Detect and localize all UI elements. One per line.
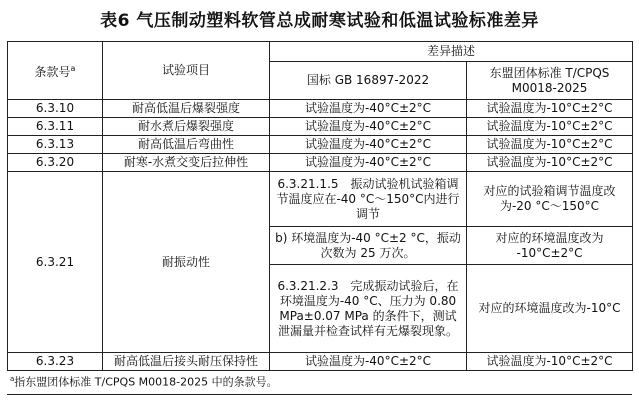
header-gb-std: 国标 GB 16897-2022: [270, 62, 467, 100]
table-footnote: [7, 373, 632, 395]
item-cell: 耐寒-水煮交变后拉伸性: [103, 154, 270, 172]
gb-cell: 试验温度为-40°C±2°C: [270, 154, 467, 172]
cpqs-cell: 试验温度为-10°C±2°C: [467, 118, 633, 136]
item-cell: 耐振动性: [103, 172, 270, 353]
cpqs-cell: 试验温度为-10°C±2°C: [467, 353, 633, 371]
clause-cell: 6.3.20: [8, 154, 103, 172]
gb-cell: 试验温度为-40°C±2°C: [270, 353, 467, 371]
clause-cell: 6.3.23: [8, 353, 103, 371]
footnote-text: 指东盟团体标准 T/CPQS M0018-2025 中的条款号。: [14, 375, 278, 389]
table-row: [8, 118, 633, 136]
item-cell: 耐高低温后接头耐压保持性: [103, 353, 270, 371]
cpqs-cell: 对应的环境温度改为 -10°C±2°C: [467, 227, 633, 265]
comparison-table: [7, 41, 633, 371]
table-row: [8, 154, 633, 172]
gb-cell: 6.3.21.1.5 振动试验机试验箱调节温度应在-40 °C～150°C内进行调节: [270, 172, 467, 227]
cpqs-cell: 对应的环境温度改为-10°C: [467, 265, 633, 353]
gb-cell: 试验温度为-40°C±2°C: [270, 136, 467, 154]
clause-cell: 6.3.11: [8, 118, 103, 136]
table-row: [8, 136, 633, 154]
clause-cell: 6.3.10: [8, 100, 103, 118]
header-test-item: 试验项目: [103, 42, 270, 100]
item-cell: 耐高低温后弯曲性: [103, 136, 270, 154]
gb-cell: 6.3.21.2.3 完成振动试验后，在环境温度为-40 °C、压力为 0.80 MPa±0.07 MPa 的条件下，测试泄漏量并检查试样有无爆裂现象。: [270, 265, 467, 353]
table-row: [8, 172, 633, 227]
header-clause-sup: a: [70, 64, 76, 73]
gb-cell: 试验温度为-40°C±2°C: [270, 100, 467, 118]
clause-cell: 6.3.13: [8, 136, 103, 154]
gb-cell: 试验温度为-40°C±2°C: [270, 118, 467, 136]
cpqs-cell: 试验温度为-10°C±2°C: [467, 154, 633, 172]
table-row: [8, 353, 633, 371]
header-clause-no: 条款号$^a$: [8, 42, 103, 100]
header-cpqs-std: 东盟团体标准 T/CPQS M0018-2025: [467, 62, 633, 100]
gb-cell: b) 环境温度为-40 °C±2 °C，振动次数为 25 万次。: [270, 227, 467, 265]
cpqs-cell: 对应的试验箱调节温度改为-20 °C～150°C: [467, 172, 633, 227]
footnote-marker: a: [10, 375, 15, 383]
item-cell: 耐高低温后爆裂强度: [103, 100, 270, 118]
cpqs-cell: 试验温度为-10°C±2°C: [467, 136, 633, 154]
cpqs-cell: 试验温度为-10°C±2°C: [467, 100, 633, 118]
table-row: [8, 100, 633, 118]
header-diff-desc: 差异描述: [270, 42, 633, 62]
item-cell: 耐水煮后爆裂强度: [103, 118, 270, 136]
table-title: 表6 气压制动塑料软管总成耐寒试验和低温试验标准差异: [100, 11, 539, 31]
clause-cell: 6.3.21: [8, 172, 103, 353]
